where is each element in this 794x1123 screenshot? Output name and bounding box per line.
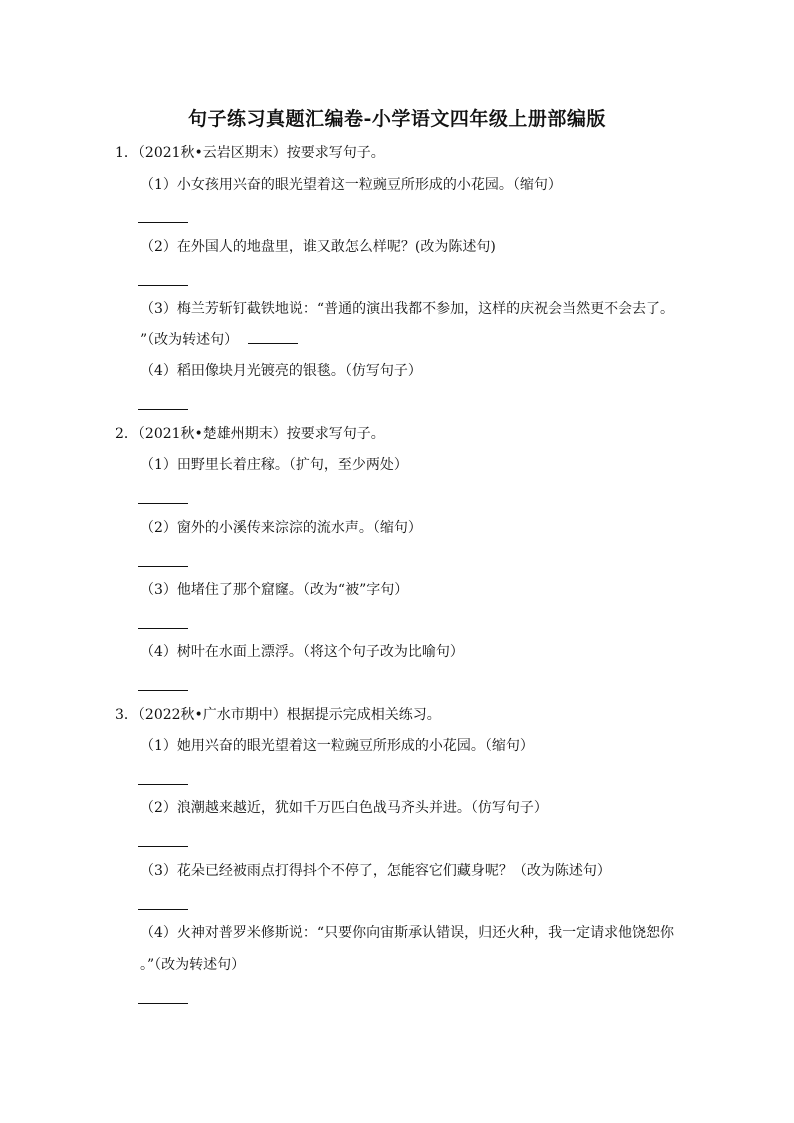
question-3-item-4: （4）火神对普罗米修斯说：“只要你向宙斯承认错误，归还火种，我一定请求他饶恕你 (140, 925, 675, 941)
question-3-item-4-continued: 。”（改为转述句） (140, 957, 246, 973)
question-3-item-2: （2）浪潮越来越近，犹如千万匹白色战马齐头并进。（仿写句子） (140, 800, 548, 816)
question-1-item-1: （1）小女孩用兴奋的眼光望着这一粒豌豆所形成的小花园。（缩句） (140, 177, 562, 193)
question-2-stem: 2．（2021秋•楚雄州期末）按要求写句子。 (115, 426, 385, 442)
page-title: 句子练习真题汇编卷-小学语文四年级上册部编版 (188, 108, 606, 130)
continued-text: ”（改为转述句） (140, 332, 239, 348)
question-3-item-3: （3）花朵已经被雨点打得抖个不停了，怎能容它们藏身呢？（改为陈述句） (140, 863, 611, 879)
question-2-item-2: （2）窗外的小溪传来淙淙的流水声。（缩句） (140, 520, 422, 536)
answer-blank[interactable] (138, 845, 188, 847)
answer-blank[interactable] (138, 221, 188, 223)
answer-blank[interactable] (138, 908, 188, 910)
answer-blank[interactable] (138, 565, 188, 567)
answer-blank[interactable] (138, 1002, 188, 1004)
question-1-stem: 1．（2021秋•云岩区期末）按要求写句子。 (115, 145, 385, 161)
question-3-item-1: （1）她用兴奋的眼光望着这一粒豌豆所形成的小花园。（缩句） (140, 738, 534, 754)
answer-blank[interactable] (138, 689, 188, 691)
answer-blank[interactable] (138, 408, 188, 410)
question-3-stem: 3．（2022秋•广水市期中）根据提示完成相关练习。 (115, 707, 441, 723)
answer-blank[interactable] (138, 783, 188, 785)
answer-blank[interactable] (138, 284, 188, 286)
answer-blank[interactable] (138, 627, 188, 629)
question-1-item-3-continued (140, 331, 298, 349)
question-2-item-4: （4）树叶在水面上漂浮。（将这个句子改为比喻句） (140, 644, 464, 660)
question-1-item-4: （4）稻田像块月光镀亮的银毯。（仿写句子） (140, 363, 422, 379)
answer-blank[interactable] (138, 502, 188, 504)
question-2-item-3: （3）他堵住了那个窟窿。（改为“被”字句） (140, 582, 409, 598)
answer-blank-inline[interactable] (248, 342, 298, 344)
question-1-item-3: （3）梅兰芳斩钉截铁地说：“普通的演出我都不参加，这样的庆祝会当然更不会去了。 (140, 301, 675, 317)
question-1-item-2: （2）在外国人的地盘里，谁又敢怎么样呢？(改为陈述句) (140, 239, 496, 255)
question-2-item-1: （1）田野里长着庄稼。（扩句，至少两处） (140, 457, 408, 473)
